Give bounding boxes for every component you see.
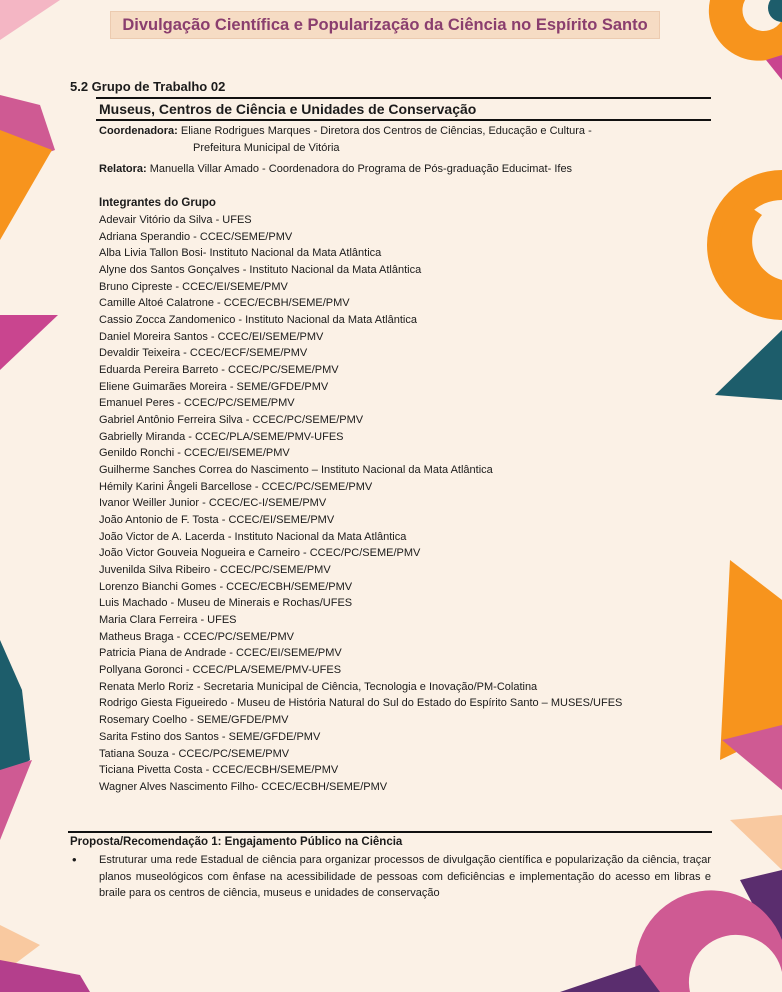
proposal-title: Proposta/Recomendação 1: Engajamento Público na Ciência	[70, 836, 403, 848]
list-item: Tatiana Souza - CCEC/PC/SEME/PMV	[99, 747, 290, 760]
list-item: Patricia Piana de Andrade - CCEC/EI/SEME/PMV	[99, 647, 342, 660]
list-item: Adriana Sperandio - CCEC/SEME/PMV	[99, 230, 293, 243]
rapporteur-label: Relatora:	[99, 163, 147, 175]
members-list	[99, 212, 622, 796]
deco-magenta-bottom-left	[0, 960, 90, 992]
deco-teal-shape-left	[0, 640, 30, 780]
coordinator-text-continued: Prefeitura Municipal de Vitória	[193, 142, 340, 154]
coordinator-line	[99, 125, 592, 137]
deco-pink-triangle-top-left	[0, 0, 60, 40]
list-item: Luis Machado - Museu de Minerais e Rochas/UFES	[99, 597, 353, 610]
list-item: Pollyana Goronci - CCEC/PLA/SEME/PMV-UFES	[99, 664, 342, 677]
list-item: João Victor de A. Lacerda - Instituto Nacional da Mata Atlântica	[99, 530, 407, 543]
list-item: Genildo Ronchi - CCEC/EI/SEME/PMV	[99, 447, 290, 460]
list-item: Alba Livia Tallon Bosi- Instituto Nacional da Mata Atlântica	[99, 247, 382, 260]
group-title-rule	[96, 119, 711, 121]
deco-orange-arc-right	[719, 200, 782, 320]
list-item: Renata Merlo Roriz - Secretaria Municipal de Ciência, Tecnologia e Inovação/PM-Colatina	[99, 680, 538, 693]
list-item: Eduarda Pereira Barreto - CCEC/PC/SEME/PMV	[99, 364, 339, 377]
list-item: João Victor Gouveia Nogueira e Carneiro - CCEC/PC/SEME/PMV	[99, 547, 421, 560]
members-title: Integrantes do Grupo	[99, 197, 216, 209]
list-item: Eliene Guimarães Moreira - SEME/GFDE/PMV	[99, 380, 329, 393]
header-banner: Divulgação Científica e Popularização da Ciência no Espírito Santo	[110, 11, 660, 39]
list-item: Bruno Cipreste - CCEC/EI/SEME/PMV	[99, 280, 288, 293]
list-item: Hémily Karini Ângeli Barcellose - CCEC/PC/SEME/PMV	[99, 480, 373, 493]
deco-magenta-triangle-left	[0, 315, 58, 370]
group-title: Museus, Centros de Ciência e Unidades de Conservação	[99, 101, 477, 117]
section-title: 5.2 Grupo de Trabalho 02	[70, 79, 226, 94]
list-item: Juvenilda Silva Ribeiro - CCEC/PC/SEME/PMV	[99, 564, 331, 577]
deco-peach-shape-right	[730, 815, 782, 870]
list-item: Alyne dos Santos Gonçalves - Instituto Nacional da Mata Atlântica	[99, 264, 422, 277]
list-item: Emanuel Peres - CCEC/PC/SEME/PMV	[99, 397, 295, 410]
list-item: Ivanor Weiller Junior - CCEC/EC-I/SEME/PMV	[99, 497, 327, 510]
deco-teal-triangle-right	[715, 330, 782, 400]
list-item: João Antonio de F. Tosta - CCEC/EI/SEME/PMV	[99, 514, 335, 527]
coordinator-text: Eliane Rodrigues Marques - Diretora dos Centros de Ciências, Educação e Cultura -	[180, 125, 592, 137]
list-item: Rosemary Coelho - SEME/GFDE/PMV	[99, 714, 289, 727]
list-item: Ticiana Pivetta Costa - CCEC/ECBH/SEME/PMV	[99, 764, 339, 777]
list-item: Guilherme Sanches Correa do Nascimento – Instituto Nacional da Mata Atlântica	[99, 464, 493, 477]
list-item: Maria Clara Ferreira - UFES	[99, 614, 237, 627]
list-item: Sarita Fstino dos Santos - SEME/GFDE/PMV	[99, 730, 321, 743]
coordinator-label: Coordenadora:	[99, 125, 178, 137]
deco-teal-dot-top-right	[768, 0, 782, 22]
list-item: Camille Altoé Calatrone - CCEC/ECBH/SEME/PMV	[99, 297, 350, 310]
section-rule	[96, 97, 711, 99]
list-item: Gabrielly Miranda - CCEC/PLA/SEME/PMV-UFES	[99, 430, 344, 443]
rapporteur-line	[99, 163, 572, 175]
list-item: Rodrigo Giesta Figueiredo - Museu de História Natural do Sul do Estado do Espírito Santo – MUSES/UFES	[99, 697, 623, 710]
list-item: Gabriel Antônio Ferreira Silva - CCEC/PC/SEME/PMV	[99, 414, 364, 427]
rapporteur-text: Manuella Villar Amado - Coordenadora do Programa de Pós-graduação Educimat- Ifes	[149, 163, 573, 175]
list-item: Wagner Alves Nascimento Filho- CCEC/ECBH/SEME/PMV	[99, 780, 388, 793]
list-item: Cassio Zocca Zandomenico - Instituto Nacional da Mata Atlântica	[99, 314, 417, 327]
proposal-rule	[68, 831, 712, 833]
list-item: Lorenzo Bianchi Gomes - CCEC/ECBH/SEME/PMV	[99, 580, 353, 593]
bullet-icon: •	[72, 852, 77, 867]
proposal-text: Estruturar uma rede Estadual de ciência para organizar processos de divulgação científica e popularização da ciência, traçar planos museológicos com ênfase na acessibilidade de pessoas com deficiências e implementação do acesso em libras e braile para os centros de ciência, museus e unidades de conservação	[99, 854, 711, 899]
deco-pink-shape-left-low	[0, 760, 32, 840]
list-item: Devaldir Teixeira - CCEC/ECF/SEME/PMV	[99, 347, 308, 360]
list-item: Adevair Vitório da Silva - UFES	[99, 214, 252, 226]
list-item: Daniel Moreira Santos - CCEC/EI/SEME/PMV	[99, 330, 324, 343]
list-item: Matheus Braga - CCEC/PC/SEME/PMV	[99, 630, 295, 643]
